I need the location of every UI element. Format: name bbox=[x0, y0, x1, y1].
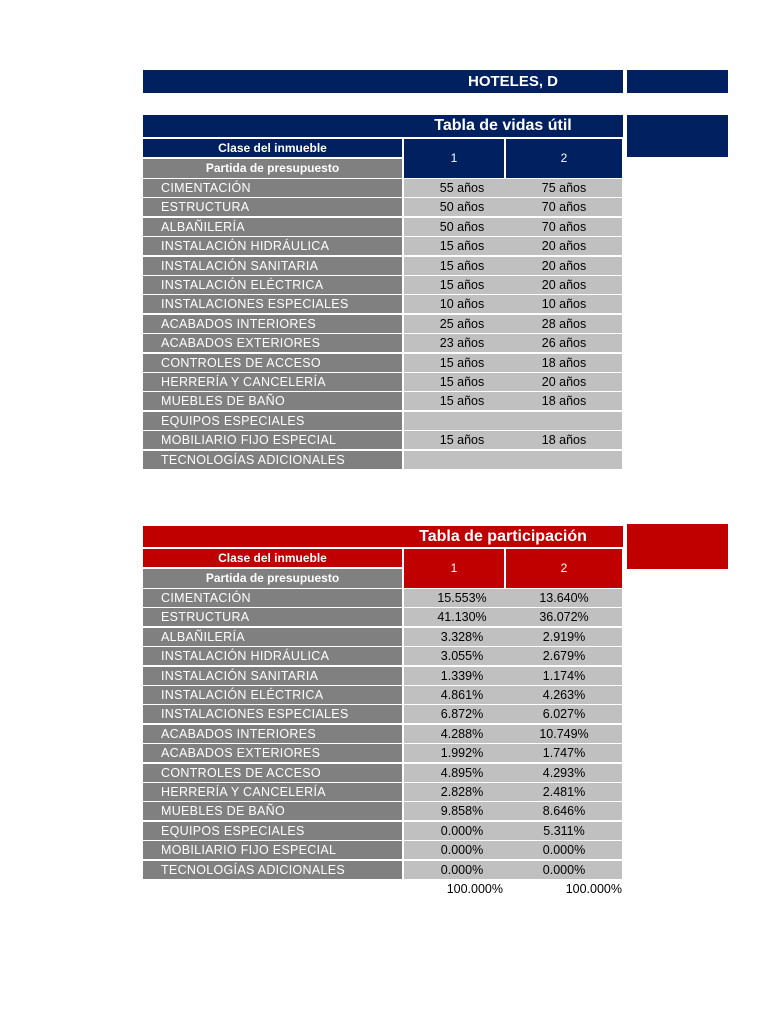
page-title-banner bbox=[143, 70, 623, 93]
vidas-col-header-1: 1 bbox=[404, 139, 504, 178]
row-value-2: 10.749% bbox=[506, 725, 622, 743]
row-value-1: 4.861% bbox=[404, 686, 520, 704]
row-label: TECNOLOGÍAS ADICIONALES bbox=[143, 861, 402, 879]
row-value-1: 2.828% bbox=[404, 783, 520, 801]
participacion-header-clase: Clase del inmueble bbox=[143, 549, 402, 567]
row-value-2: 2.481% bbox=[506, 783, 622, 801]
row-value-2: 2.919% bbox=[506, 628, 622, 646]
row-label: EQUIPOS ESPECIALES bbox=[143, 822, 402, 840]
vidas-header-partida: Partida de presupuesto bbox=[143, 159, 402, 178]
row-label: ACABADOS INTERIORES bbox=[143, 315, 402, 333]
participacion-col-header-2: 2 bbox=[506, 549, 622, 588]
row-value-2: 20 años bbox=[506, 373, 622, 391]
vidas-title-extension bbox=[627, 115, 728, 157]
table-row bbox=[143, 334, 623, 352]
table-row bbox=[143, 667, 623, 685]
row-value-1: 15 años bbox=[404, 237, 520, 255]
row-label: INSTALACIÓN ELÉCTRICA bbox=[143, 276, 402, 294]
table-row bbox=[143, 628, 623, 646]
row-value-2: 5.311% bbox=[506, 822, 622, 840]
row-value-1: 0.000% bbox=[404, 861, 520, 879]
row-value-2: 20 años bbox=[506, 257, 622, 275]
row-value-2: 10 años bbox=[506, 295, 622, 313]
row-value-2: 20 años bbox=[506, 237, 622, 255]
row-label: HERRERÍA Y CANCELERÍA bbox=[143, 373, 402, 391]
table-row bbox=[143, 451, 623, 469]
table-row bbox=[143, 608, 623, 626]
table-row bbox=[143, 705, 623, 723]
row-value-2: 20 años bbox=[506, 276, 622, 294]
row-label: INSTALACIÓN ELÉCTRICA bbox=[143, 686, 402, 704]
table-row bbox=[143, 686, 623, 704]
row-label: MOBILIARIO FIJO ESPECIAL bbox=[143, 431, 402, 449]
row-value-1 bbox=[404, 451, 520, 469]
vidas-table-title: Tabla de vidas útil bbox=[434, 117, 572, 134]
table-row bbox=[143, 744, 623, 762]
table-row bbox=[143, 276, 623, 294]
row-value-2: 8.646% bbox=[506, 802, 622, 820]
row-label: CONTROLES DE ACCESO bbox=[143, 354, 402, 372]
row-value-1: 15 años bbox=[404, 392, 520, 410]
row-value-1: 15 años bbox=[404, 354, 520, 372]
table-row bbox=[143, 179, 623, 197]
row-value-1: 25 años bbox=[404, 315, 520, 333]
table-row bbox=[143, 861, 623, 879]
row-value-1: 10 años bbox=[404, 295, 520, 313]
row-value-2: 36.072% bbox=[506, 608, 622, 626]
row-label: INSTALACIÓN SANITARIA bbox=[143, 667, 402, 685]
row-value-1: 4.288% bbox=[404, 725, 520, 743]
row-value-2 bbox=[506, 412, 622, 430]
table-row bbox=[143, 822, 623, 840]
row-value-2: 28 años bbox=[506, 315, 622, 333]
participacion-header-partida: Partida de presupuesto bbox=[143, 569, 402, 588]
table-row bbox=[143, 373, 623, 391]
table-row bbox=[143, 412, 623, 430]
table-row bbox=[143, 783, 623, 801]
row-value-1: 15.553% bbox=[404, 589, 520, 607]
row-value-2: 2.679% bbox=[506, 647, 622, 665]
row-label: INSTALACIÓN SANITARIA bbox=[143, 257, 402, 275]
row-value-2: 70 años bbox=[506, 198, 622, 216]
row-label: INSTALACIONES ESPECIALES bbox=[143, 705, 402, 723]
row-value-1: 3.328% bbox=[404, 628, 520, 646]
row-value-2: 1.747% bbox=[506, 744, 622, 762]
row-value-1: 41.130% bbox=[404, 608, 520, 626]
row-label: CONTROLES DE ACCESO bbox=[143, 764, 402, 782]
row-value-2: 0.000% bbox=[506, 861, 622, 879]
table-row bbox=[143, 257, 623, 275]
row-value-1: 50 años bbox=[404, 218, 520, 236]
row-label: HERRERÍA Y CANCELERÍA bbox=[143, 783, 402, 801]
participacion-title-bar bbox=[143, 526, 623, 547]
row-value-1: 50 años bbox=[404, 198, 520, 216]
row-label: ALBAÑILERÍA bbox=[143, 628, 402, 646]
table-row bbox=[143, 295, 623, 313]
row-value-2 bbox=[506, 451, 622, 469]
participacion-total-1: 100.000% bbox=[446, 882, 503, 896]
row-value-1: 15 años bbox=[404, 257, 520, 275]
table-row bbox=[143, 315, 623, 333]
participacion-total-2: 100.000% bbox=[565, 882, 622, 896]
row-label: INSTALACIÓN HIDRÁULICA bbox=[143, 237, 402, 255]
table-row bbox=[143, 725, 623, 743]
row-value-2: 18 años bbox=[506, 431, 622, 449]
row-value-1: 1.339% bbox=[404, 667, 520, 685]
row-label: INSTALACIONES ESPECIALES bbox=[143, 295, 402, 313]
row-label: ACABADOS INTERIORES bbox=[143, 725, 402, 743]
row-label: CIMENTACIÓN bbox=[143, 179, 402, 197]
vidas-col-header-2: 2 bbox=[506, 139, 622, 178]
row-label: INSTALACIÓN HIDRÁULICA bbox=[143, 647, 402, 665]
row-label: ESTRUCTURA bbox=[143, 608, 402, 626]
row-value-1: 15 años bbox=[404, 373, 520, 391]
row-value-1: 15 años bbox=[404, 431, 520, 449]
row-label: MOBILIARIO FIJO ESPECIAL bbox=[143, 841, 402, 859]
row-value-1: 15 años bbox=[404, 276, 520, 294]
row-value-1: 9.858% bbox=[404, 802, 520, 820]
row-value-2: 75 años bbox=[506, 179, 622, 197]
row-value-2: 4.293% bbox=[506, 764, 622, 782]
row-value-1: 23 años bbox=[404, 334, 520, 352]
row-label: ACABADOS EXTERIORES bbox=[143, 744, 402, 762]
row-value-1 bbox=[404, 412, 520, 430]
table-row bbox=[143, 392, 623, 410]
vidas-header-clase: Clase del inmueble bbox=[143, 139, 402, 157]
row-value-2: 0.000% bbox=[506, 841, 622, 859]
row-label: ACABADOS EXTERIORES bbox=[143, 334, 402, 352]
row-label: MUEBLES DE BAÑO bbox=[143, 802, 402, 820]
row-label: ESTRUCTURA bbox=[143, 198, 402, 216]
row-label: CIMENTACIÓN bbox=[143, 589, 402, 607]
table-row bbox=[143, 647, 623, 665]
table-row bbox=[143, 431, 623, 449]
row-value-1: 6.872% bbox=[404, 705, 520, 723]
table-row bbox=[143, 802, 623, 820]
table-row bbox=[143, 218, 623, 236]
participacion-title-extension bbox=[627, 524, 728, 569]
row-value-2: 4.263% bbox=[506, 686, 622, 704]
row-value-1: 55 años bbox=[404, 179, 520, 197]
row-value-2: 6.027% bbox=[506, 705, 622, 723]
table-row bbox=[143, 589, 623, 607]
row-value-1: 3.055% bbox=[404, 647, 520, 665]
row-value-2: 18 años bbox=[506, 392, 622, 410]
row-value-1: 1.992% bbox=[404, 744, 520, 762]
table-row bbox=[143, 198, 623, 216]
row-value-1: 0.000% bbox=[404, 822, 520, 840]
row-value-2: 70 años bbox=[506, 218, 622, 236]
row-value-1: 0.000% bbox=[404, 841, 520, 859]
table-row bbox=[143, 354, 623, 372]
participacion-table-title: Tabla de participación bbox=[419, 528, 587, 545]
row-value-2: 13.640% bbox=[506, 589, 622, 607]
table-row bbox=[143, 764, 623, 782]
table-row bbox=[143, 841, 623, 859]
row-value-2: 18 años bbox=[506, 354, 622, 372]
row-label: EQUIPOS ESPECIALES bbox=[143, 412, 402, 430]
row-label: MUEBLES DE BAÑO bbox=[143, 392, 402, 410]
row-label: TECNOLOGÍAS ADICIONALES bbox=[143, 451, 402, 469]
page-title: HOTELES, D bbox=[467, 73, 558, 90]
vidas-table bbox=[143, 139, 623, 469]
table-row bbox=[143, 237, 623, 255]
row-value-2: 1.174% bbox=[506, 667, 622, 685]
page-title-banner-extension bbox=[627, 70, 728, 93]
row-value-1: 4.895% bbox=[404, 764, 520, 782]
row-label: ALBAÑILERÍA bbox=[143, 218, 402, 236]
row-value-2: 26 años bbox=[506, 334, 622, 352]
participacion-col-header-1: 1 bbox=[404, 549, 504, 588]
participacion-table bbox=[143, 549, 623, 879]
vidas-table-title-bar bbox=[143, 115, 623, 137]
